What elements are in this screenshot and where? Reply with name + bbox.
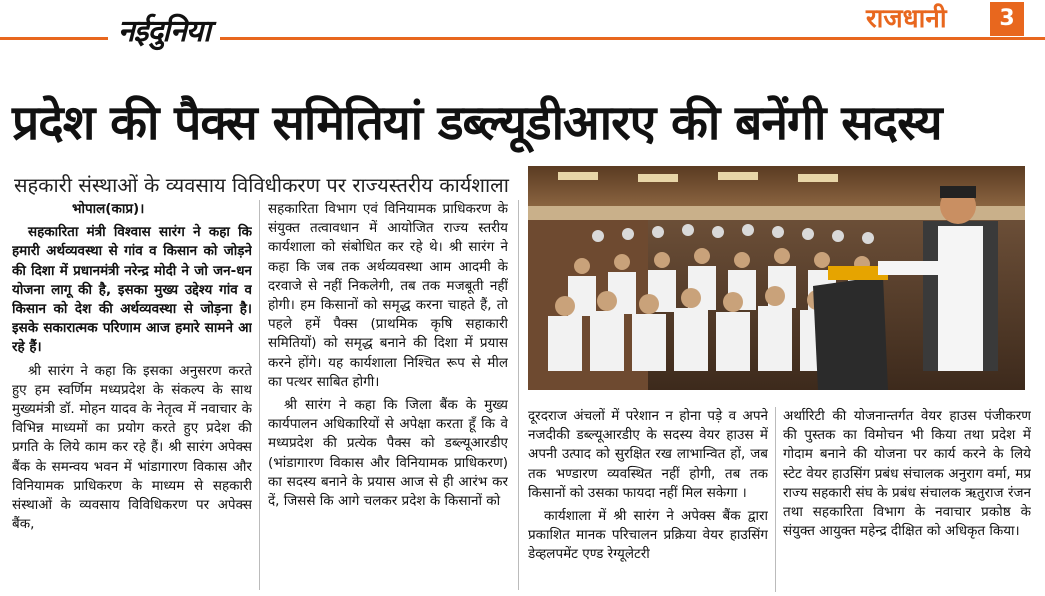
body-paragraph: अर्थारिटी की योजनान्तर्गत वेयर हाउस पंजीकरण की पुस्तक का विमोचन भी किया तथा प्रदेश में गोदाम बनाने की योजना पर कार्य करने के लिये स्टेट वेयर हाउसिंग प्रबंध संचालक अनुराग वर्मा, मप्र राज्य सहकारी संघ के प्रबंध संचालक ऋतुराज रंजन तथा सहकारिता विभाग के नवाचार प्रकोष्ठ के संयुक्त आयुक्त महेन्द्र दीक्षित को अधिकृत किया।: [783, 408, 1031, 540]
body-paragraph: श्री सारंग ने कहा कि इसका अनुसरण करते हुए हम स्वर्णिम मध्यप्रदेश के संकल्प के साथ मुख्यमंत्री डॉ. मोहन यादव के नेतृत्व में नवाचार के विभिन्न माध्यमों का प्रयोग करते हुए प्रदेश की प्रगति के लिये काम कर रहे हैं। श्री सारंग अपेक्स बैंक के समन्वय भवन में भांडागारण विकास और विनियामक प्राधिकरण के माध्यम से सहकारी संस्थाओं के व्यवसाय विविधिकरण पर अपेक्स बैंक,: [12, 362, 252, 533]
article-subheadline: सहकारी संस्थाओं के व्यवसाय विविधीकरण पर राज्यस्तरीय कार्यशाला: [14, 173, 509, 197]
lede-paragraph: सहकारिता मंत्री विश्वास सारंग ने कहा कि हमारी अर्थव्यवस्था से गांव व किसान को जोड़ने की दिशा में प्रधानमंत्री नरेन्द्र मोदी ने जो जन-धन योजना लागू की है, इसका मुख्य उद्देश्य गांव व किसान को देश की अर्थव्यवस्था से जोड़ना है। इसके सकारात्मक परिणाम आज हमारे सामने आ रहे हैं।: [12, 224, 252, 356]
column-divider: [775, 407, 776, 592]
dateline: भोपाल(काप्र)।: [72, 201, 145, 217]
masthead: [0, 0, 1045, 48]
body-paragraph: सहकारिता विभाग एवं विनियामक प्राधिकरण के संयुक्त तत्वावधान में आयोजित राज्य स्तरीय कार्यशाला को संबोधित कर रहे थे। श्री सारंग ने कहा कि जब तक अर्थव्यवस्था आम आदमी के दरवाजे से नहीं निकलेगी, तब तक मजबूती नहीं होगी। हम किसानों को समृद्ध करना चाहते हैं, तो पहले हमें पैक्स (प्राथमिक कृषि सहाकारी समितियों) को समृद्ध बनाने की दिशा में प्रयास करने होंगे। यह कार्यशाला निश्चित रूप से मील का पत्थर साबित होगी।: [268, 201, 508, 390]
event-photo: [528, 166, 1025, 390]
article-column-4: [783, 407, 1031, 596]
section-label: राजधानी: [856, 2, 957, 36]
body-paragraph: श्री सारंग ने कहा कि जिला बैंक के मुख्य कार्यपालन अधिकारियों से अपेक्षा करता हूँ कि वे मध्यप्रदेश की प्रत्येक पैक्स को डब्ल्यूआरडीए (भांडागारण विकास और विनियामक प्राधिकरण) का सदस्य बनाने के प्रयास आज से ही आरंभ कर दें, जिससे कि आगे चलकर प्रदेश के किसानों को: [268, 397, 508, 510]
article-column-3: [528, 407, 768, 596]
article-headline: प्रदेश की पैक्स समितियां डब्ल्यूडीआरए की बनेंगी सदस्य: [12, 95, 942, 151]
body-paragraph: कार्यशाला में श्री सारंग ने अपेक्स बैंक द्वारा प्रकाशित मानक परिचालन प्रक्रिया वेयर हाउसिंग डेव्हलपमेंट एण्ड रेग्यूलेटरी: [528, 508, 768, 563]
column-divider: [259, 200, 260, 590]
body-paragraph: दूरदराज अंचलों में परेशान न होना पड़े व अपने नजदीकी डब्ल्यूआरडीए के सदस्य वेयर हाउस में अपनी उत्पाद को सुरक्षित रख लाभान्वित हों, जब तक भण्डारण व्यवस्थित नहीं होगी, तब तक किसानों को उसका फायदा नहीं मिल सकेगा ।: [528, 408, 768, 501]
newspaper-logo: नईदुनिया: [108, 14, 220, 50]
article-column-1: [12, 200, 252, 596]
column-divider: [518, 200, 519, 590]
speaker-podium: [813, 266, 888, 390]
workshop-hall-photo: [528, 166, 1025, 390]
article-column-2: [268, 200, 508, 596]
page-number: 3: [990, 2, 1024, 36]
